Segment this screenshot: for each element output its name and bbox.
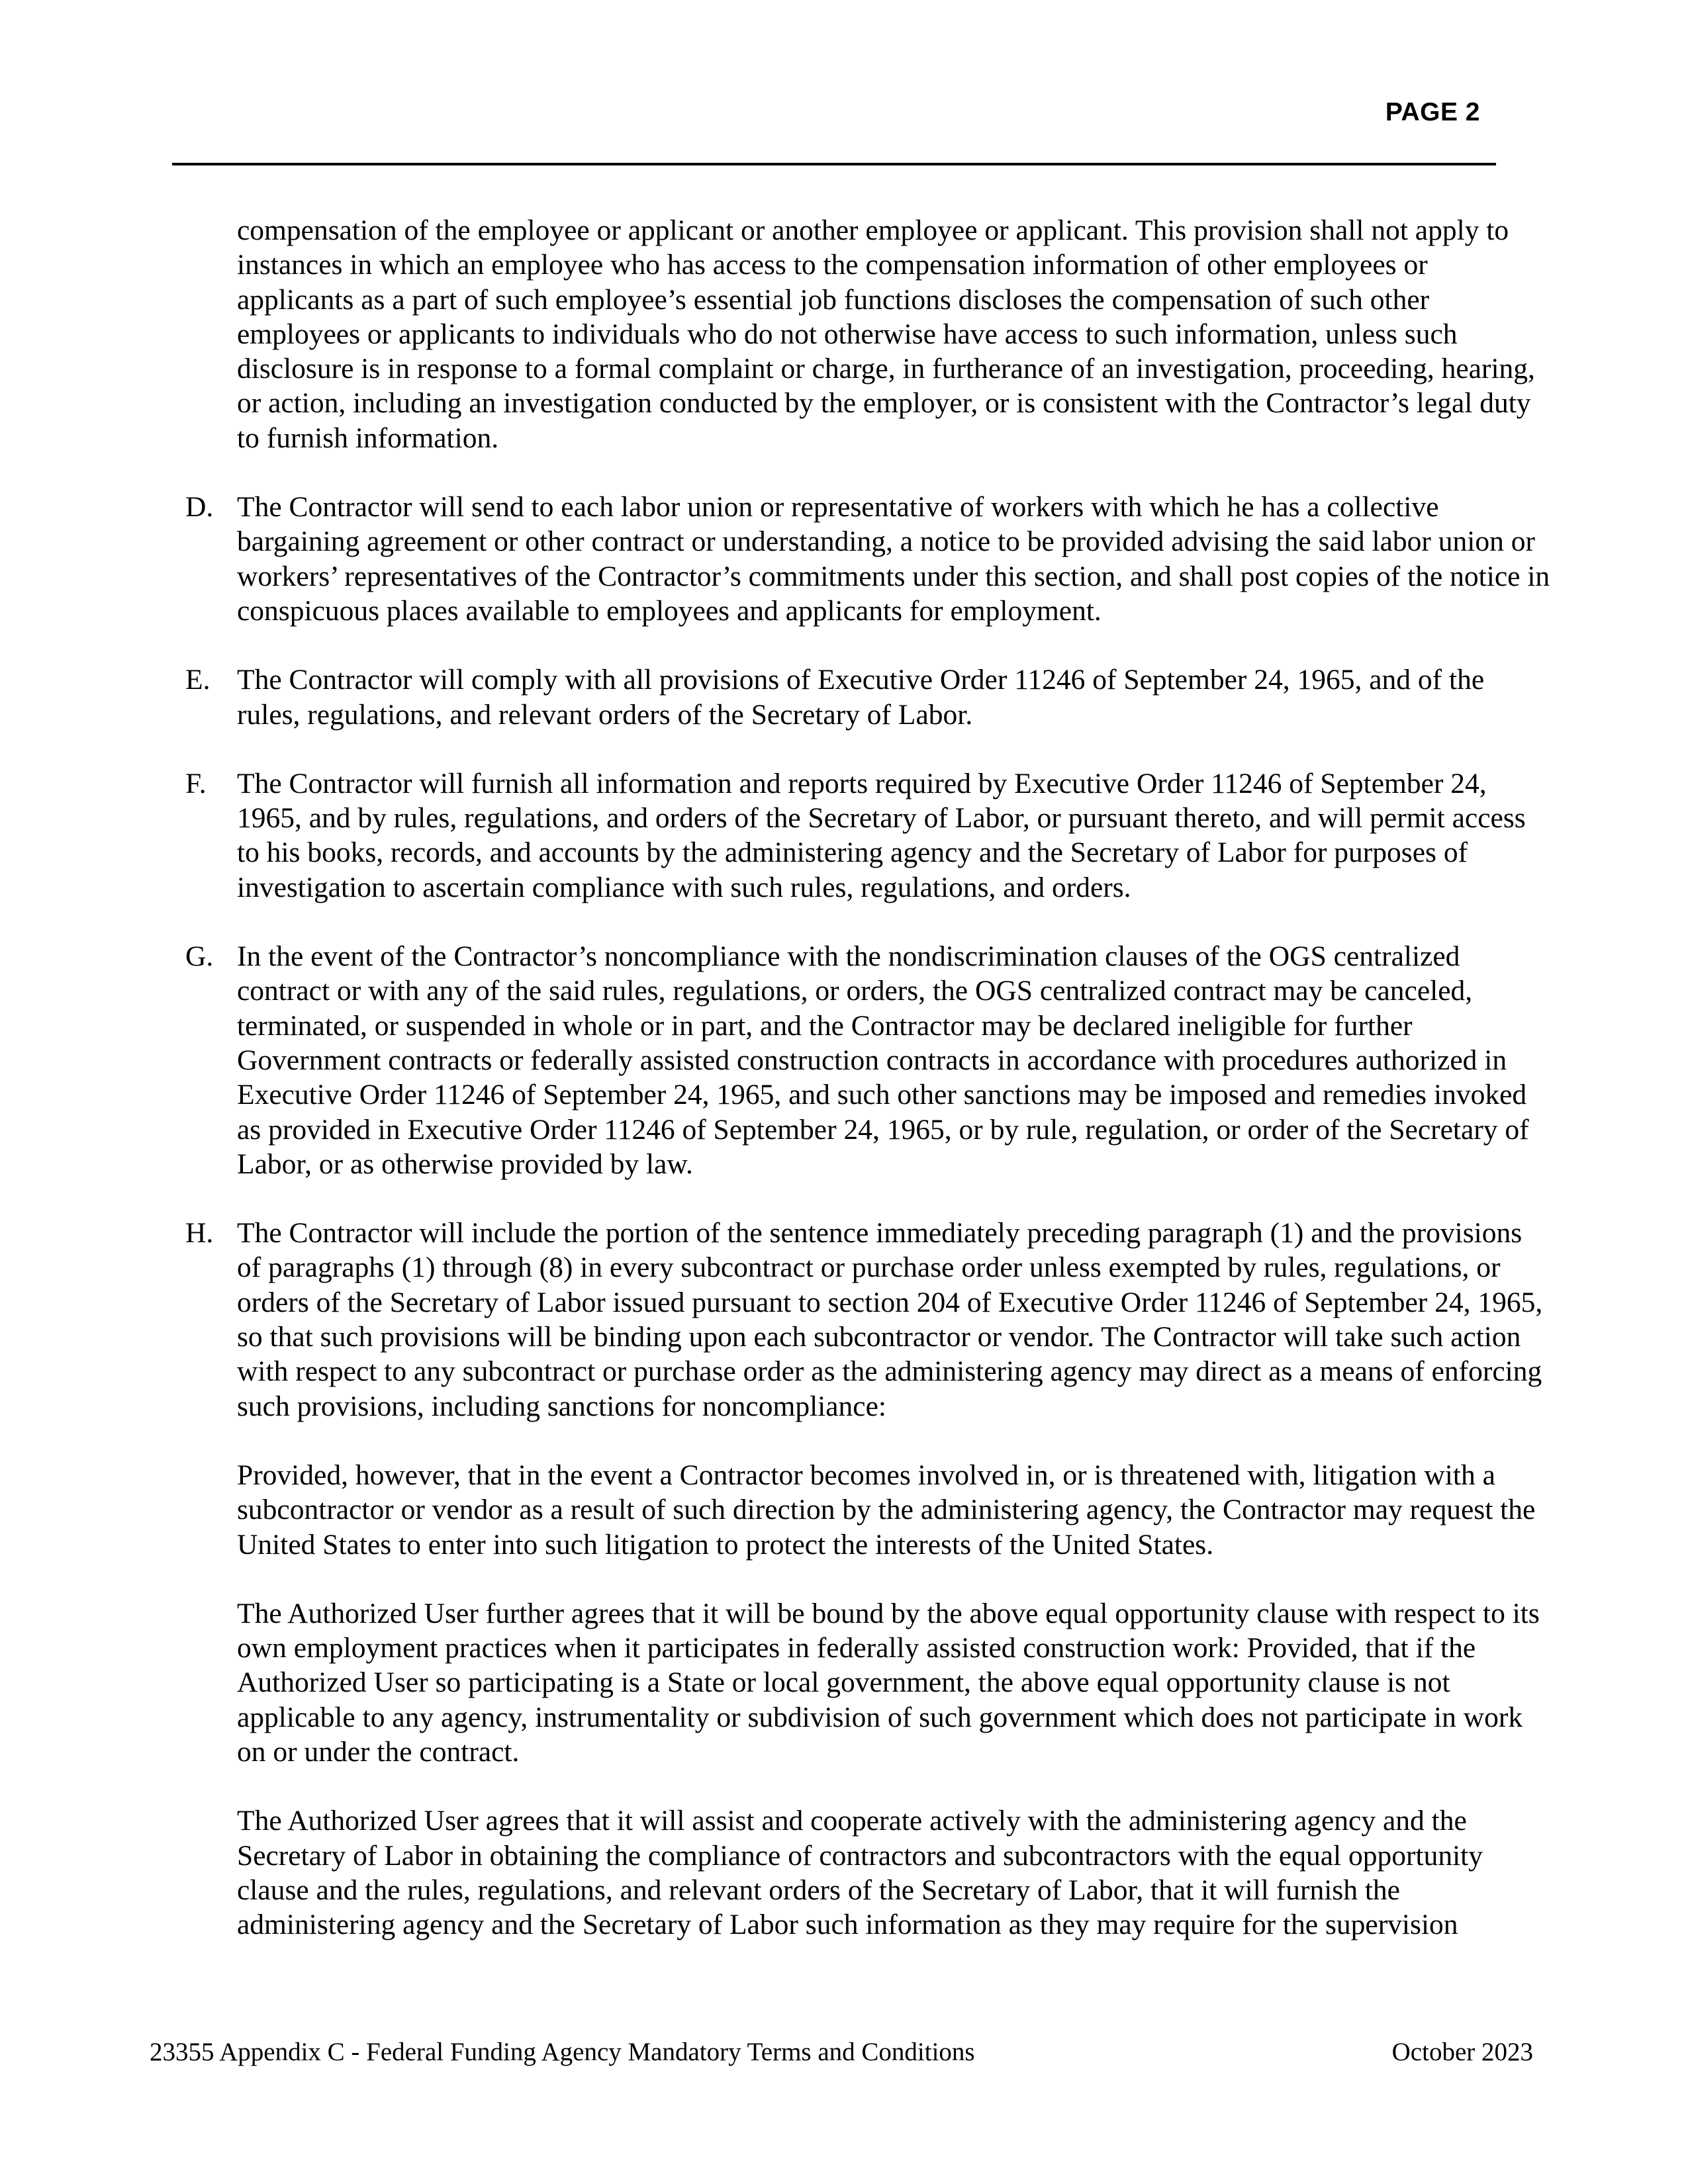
paragraph-letter: D.: [185, 491, 214, 523]
paragraph-text: Provided, however, that in the event a Contractor becomes involved in, or is threatened with, litigation with a subcontractor or vendor as a result of such direction by the administering agency, the Contractor may request the United States to enter into such litigation to protect the interests of the United States.: [237, 1459, 1536, 1561]
paragraph-text: The Contractor will comply with all provisions of Executive Order 11246 of September 24, 1965, and of the rules, regulations, and relevant orders of the Secretary of Labor.: [237, 664, 1485, 731]
paragraph-letter: G.: [185, 940, 214, 973]
paragraph-proviso: [173, 1458, 1550, 1562]
paragraph-h: [173, 1216, 1550, 1424]
paragraph-d: [173, 490, 1550, 628]
paragraph-authorized-user-bound: [173, 1596, 1550, 1769]
paragraph-text: The Contractor will include the portion of the sentence immediately preceding paragraph (1) and the provisions of paragraphs (1) through (8) in every subcontract or purchase order unless exempted by rules, regulations, or orders of the Secretary of Labor issued pursuant to section 204 of Executive Order 11246 of September 24, 1965, so that such provisions will be binding upon each subcontractor or vendor. The Contractor will take such action with respect to any subcontract or purchase order as the administering agency may direct as a means of enforcing such provisions, including sanctions for noncompliance:: [237, 1217, 1543, 1422]
page-footer: [150, 2037, 1533, 2067]
paragraph-e: [173, 662, 1550, 732]
header-divider: [172, 163, 1496, 165]
document-body: [173, 213, 1550, 1976]
paragraph-letter: H.: [185, 1217, 214, 1250]
paragraph-letter: F.: [185, 767, 207, 799]
footer-document-title: 23355 Appendix C - Federal Funding Agency Mandatory Terms and Conditions: [150, 2038, 975, 2066]
footer-date: October 2023: [1391, 2038, 1533, 2066]
paragraph-letter: E.: [185, 664, 211, 696]
paragraph-c-continuation: [173, 213, 1550, 455]
paragraph-g: [173, 939, 1550, 1181]
paragraph-text: The Authorized User further agrees that it will be bound by the above equal opportunity clause with respect to its own employment practices when it participates in federally assisted construction work: Provided, that if the Authorized User so participating is a State or local government, the above equal opportunity clause is not applicable to any agency, instrumentality or subdivision of such government which does not participate in work on or under the contract.: [237, 1597, 1540, 1768]
paragraph-text: The Authorized User agrees that it will assist and cooperate actively with the administering agency and the Secretary of Labor in obtaining the compliance of contractors and subcontractors with the equal opportunity clause and the rules, regulations, and relevant orders of the Secretary of Labor, that it will furnish the administering agency and the Secretary of Labor such information as they may require for the supervision: [237, 1805, 1483, 1941]
paragraph-text: In the event of the Contractor’s noncompliance with the nondiscrimination clauses of the OGS centralized contract or with any of the said rules, regulations, or orders, the OGS centralized contract may be canceled, terminated, or suspended in whole or in part, and the Contractor may be declared ineligible for further Government contracts or federally assisted construction contracts in accordance with procedures authorized in Executive Order 11246 of September 24, 1965, and such other sanctions may be imposed and remedies invoked as provided in Executive Order 11246 of September 24, 1965, or by rule, regulation, or order of the Secretary of Labor, or as otherwise provided by law.: [237, 940, 1529, 1180]
paragraph-text: The Contractor will furnish all information and reports required by Executive Order 11246 of September 24, 1965, and by rules, regulations, and orders of the Secretary of Labor, or pursuant thereto, and will permit access to his books, records, and accounts by the administering agency and the Secretary of Labor for purposes of investigation to ascertain compliance with such rules, regulations, and orders.: [237, 767, 1526, 903]
paragraph-f: [173, 766, 1550, 905]
paragraph-authorized-user-assist: [173, 1803, 1550, 1942]
paragraph-text: The Contractor will send to each labor union or representative of workers with which he has a collective bargaining agreement or other contract or understanding, a notice to be provided advising the said labor union or workers’ representatives of the Contractor’s commitments under this section, and shall post copies of the notice in conspicuous places available to employees and applicants for employment.: [237, 491, 1550, 627]
page-number-label: PAGE 2: [1385, 98, 1480, 126]
paragraph-text: compensation of the employee or applicant or another employee or applicant. This provision shall not apply to instances in which an employee who has access to the compensation information of other employees or applicants as a part of such employee’s essential job functions discloses the compensation of such other employees or applicants to individuals who do not otherwise have access to such information, unless such disclosure is in response to a formal complaint or charge, in furtherance of an investigation, proceeding, hearing, or action, including an investigation conducted by the employer, or is consistent with the Contractor’s legal duty to furnish information.: [237, 214, 1535, 454]
